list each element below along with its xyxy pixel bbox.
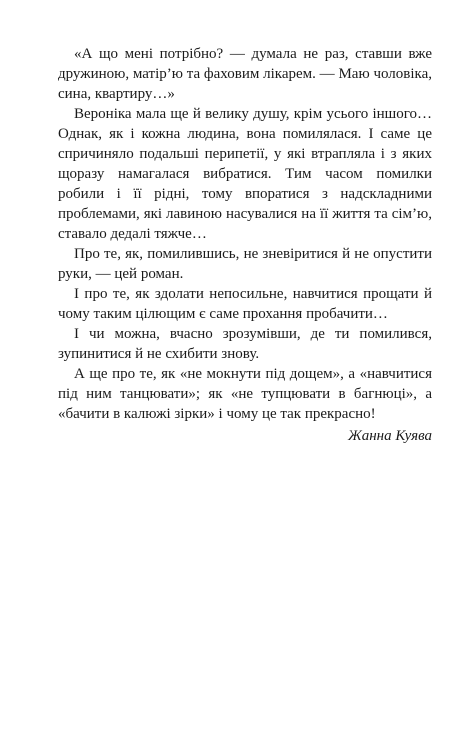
paragraph-3: Про те, як, помилившись, не зневіритися й не опустити руки, — цей роман. [58,246,432,282]
book-annotation [58,44,432,446]
paragraph-4: І про те, як здолати непосильне, навчитися прощати й чому таким цілющим є саме прохання пробачити… [58,286,432,322]
paragraph-6: А ще про те, як «не мокнути під дощем», а «навчитися під ним танцювати»; як «не тупцювати в багнюці», а «бачити в калюжі зірки» і чому це так прекрасно! [58,366,432,422]
paragraph-5: І чи можна, вчасно зрозумівши, де ти помилився, зупинитися й не схибити знову. [58,326,432,362]
author-signature: Жанна Куява [347,428,432,444]
paragraph-2: Вероніка мала ще й велику душу, крім усього іншого… Однак, як і кожна людина, вона помилялася. І саме це спричиняло подальші перипетії, у які втрапляла і з яких щоразу намагалася вибратися. Тим часом помилки робили і її рідні, тому впоратися з надскладними проблемами, які лавиною насувалися на її життя та сім’ю, ставало дедалі тяжче… [58,106,432,242]
paragraph-1: «А що мені потрібно? — думала не раз, ставши вже дружиною, матір’ю та фаховим лікарем. — Маю чоловіка, сина, квартиру…» [58,46,432,102]
